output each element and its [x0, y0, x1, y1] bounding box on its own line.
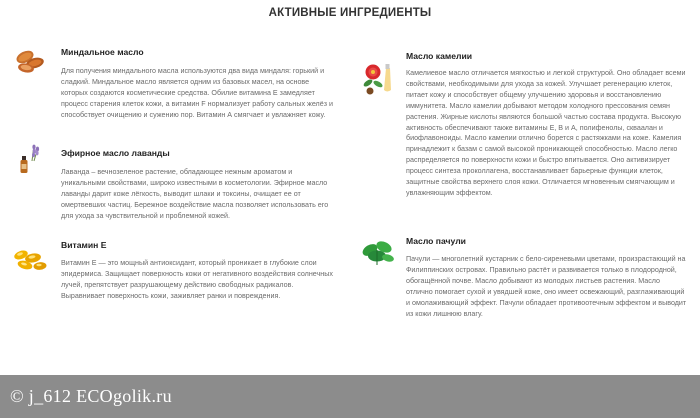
ingredient-description: Пачули — многолетний кустарник с бело-сиреневыми цветами, произрастающий на Филиппинских островах. Правильно растёт и развивается только в плодородной, обогащённой почве. Масло добывают из молодых листьев растения. Масло отлично помогает сухой и увядшей коже, оно имеет освежающий, разглаживающий и омолаживающий эффект. Пачули обладает противоотечным эффектом и выводит из кожи лишнюю влагу. — [406, 255, 687, 318]
camellia-oil-icon — [360, 60, 394, 94]
patchouli-leaves-icon — [360, 238, 394, 272]
lavender-oil-icon — [16, 143, 50, 177]
watermark-text: © j_612 ECOgolik.ru — [10, 386, 172, 406]
ingredient-description: Лаванда – вечнозеленое растение, обладающее нежным ароматом и уникальными свойствами, широко известными в косметологии. Эфирное масло лаванды дарит коже лёгкость, выводит шлаки и токсины, очищает ее от омертвевших частиц. Бережное воздействие масла позволяет использовать его для ухода за чувствительной и проблемной кожей. — [61, 168, 329, 220]
ingredient-title: Эфирное масло лаванды — [61, 148, 170, 158]
page-title: АКТИВНЫЕ ИНГРЕДИЕНТЫ — [268, 7, 432, 19]
ingredient-title: Витамин Е — [61, 240, 107, 250]
ingredient-title: Масло пачули — [406, 236, 466, 246]
ingredient-title: Миндальное масло — [61, 47, 144, 57]
ingredient-title: Масло камелии — [406, 51, 473, 61]
ingredient-description: Камелиевое масло отличается мягкостью и легкой структурой. Оно обладает всеми свойствами, необходимыми для ухода за кожей. Улучшает регенерацию клеток, питает кожу и способствует общему улучшению здоровья и восстановлению иммунитета. Масло камелии добывают методом холодного прессования семян растения. Жирные кислоты являются большой частью состава продукта. Высокую активность обеспечивают также витамины Е, В и А, полифенолы, скваалан и биофлавоноиды. Масло камелии отлично борется с растяжками на коже. Камелия принадлежит к базам с самой высокой проникающей способностью. Масло легко распределяется по поверхности кожи и быстро впитывается. Оно активизирует процесс синтеза проколлагена, восстанавливает барьерные функции клеток, защитные свойства верхнего слоя кожи. Отличается мгновенным смягчающим и увлажняющим эффектом. — [406, 69, 686, 197]
watermark-bar — [0, 375, 700, 418]
ingredient-description: Для получения миндального масла используются два вида миндаля: горький и сладкий. Миндальное масло является одним из базовых масел, на основе которых создаются косметические средства. Обилие витамина Е замедляет процесс старения клеток кожи, а витамин F нормализует работу сальных желёз и способствует очищению и сужению пор. Витамин А смягчает и увлажняет кожу. — [61, 67, 333, 119]
vitamin-e-capsules-icon — [11, 241, 45, 275]
almond-icon — [13, 44, 47, 78]
ingredient-description: Витамин Е — это мощный антиоксидант, который проникает в глубокие слои эпидермиса. Защищает поверхность кожи от негативного воздействия солнечных лучей, препятствует разрушающему действию свободных радикалов. Выравнивает поверхность кожи, заживляет ранки и повреждения. — [61, 259, 333, 300]
